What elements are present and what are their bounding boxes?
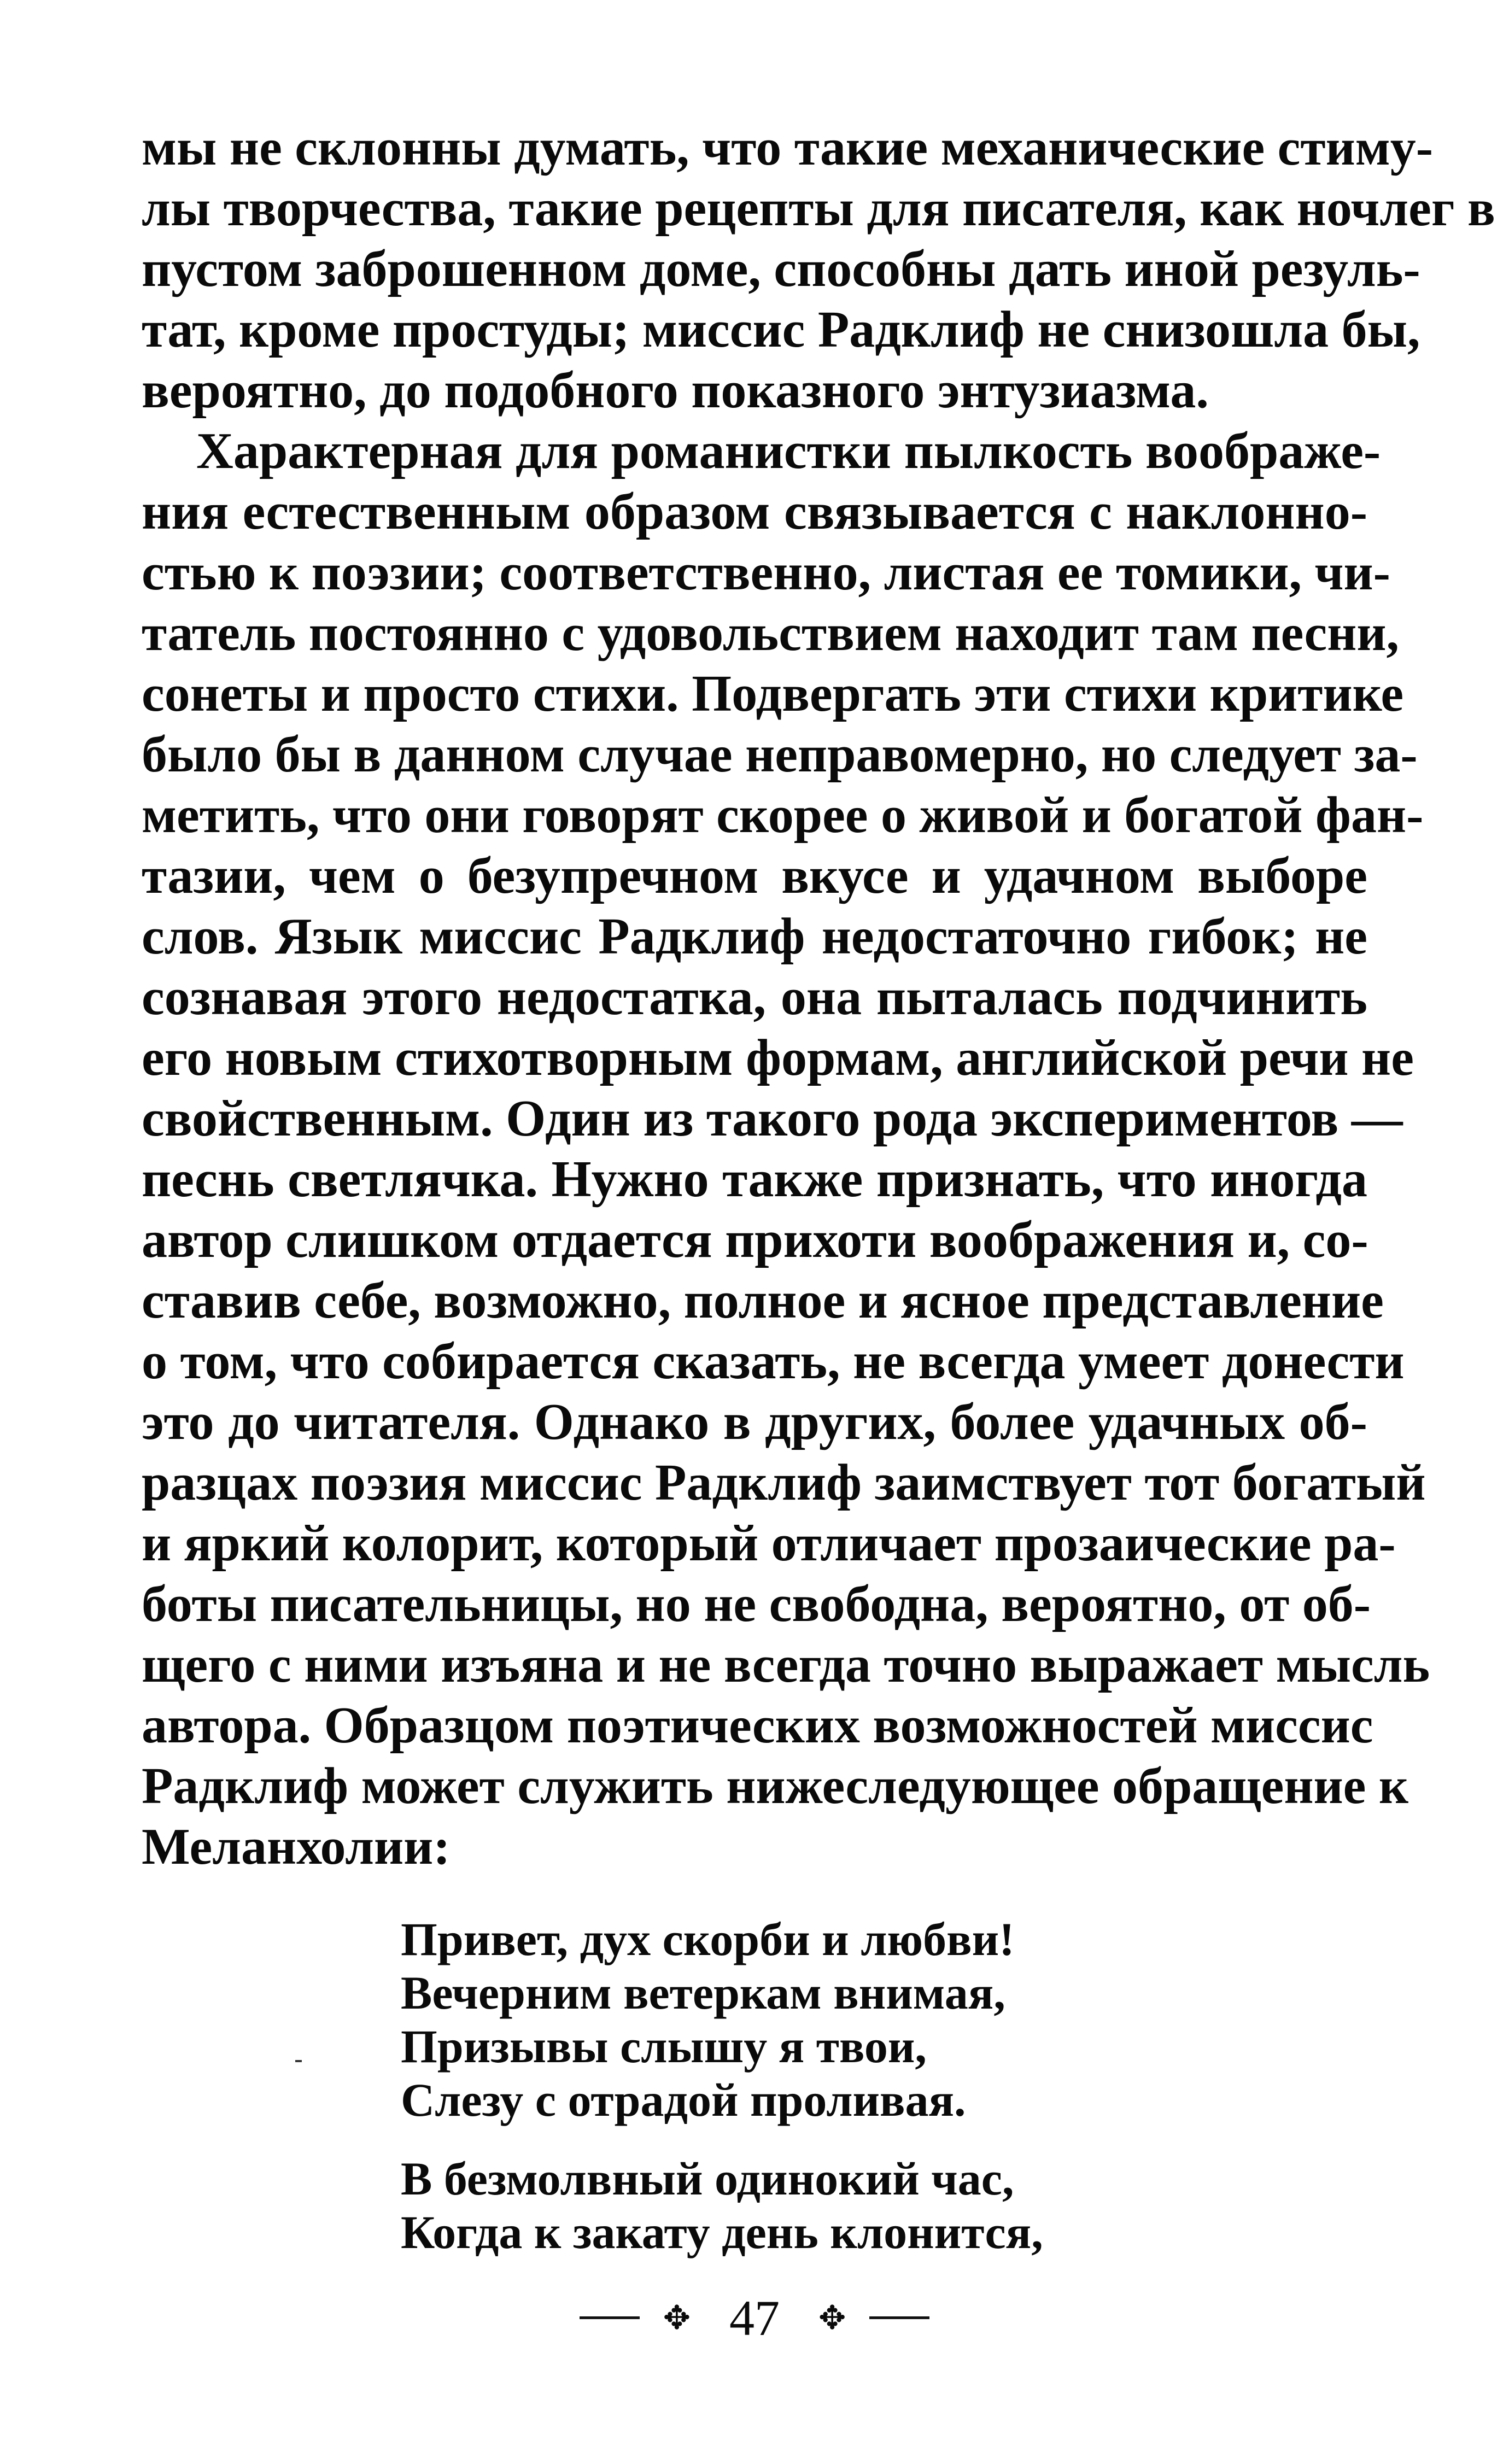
text-line: автор слишком отдается прихоти воображения и, со- [142, 1211, 1368, 1268]
text-line: метить, что они говорят скорее о живой и богатой фан- [142, 787, 1424, 844]
text-line: тазии, чем о безупречном вкусе и удачном выборе [142, 847, 1367, 904]
text-line: его новым стихотворным формам, английской речи не [142, 1029, 1414, 1086]
text-line: стью к поэзии; соответственно, листая ее томики, чи- [142, 544, 1390, 601]
text-line: ставив себе, возможно, полное и ясное представление [142, 1272, 1384, 1329]
fleuron-left-icon: ✥ [663, 2299, 691, 2336]
text-line: ния естественным образом связывается с наклонно- [142, 483, 1367, 540]
verse-line: Призывы слышу я твои, [401, 2020, 927, 2073]
page-number: 47 [729, 2290, 780, 2346]
poem-excerpt [401, 1912, 1043, 2284]
text-line: Радклиф может служить нижеследующее обращение к [142, 1758, 1409, 1815]
paragraph [142, 118, 1495, 421]
footer-rule-left [580, 2316, 640, 2319]
text-line: Меланхолии: [142, 1818, 451, 1875]
text-line: и яркий колорит, который отличает прозаические ра- [142, 1515, 1396, 1572]
text-line: боты писательницы, но не свободна, вероятно, от об- [142, 1576, 1371, 1632]
text-line: песнь светлячка. Нужно также признать, что иногда [142, 1151, 1367, 1208]
text-line: вероятно, до подобного показного энтузиазма. [142, 362, 1209, 419]
verse-line: В безмолвный одинокий час, [401, 2152, 1014, 2205]
text-line: сознавая этого недостатка, она пыталась подчинить [142, 969, 1367, 1026]
poem-stanza [401, 1912, 1043, 2127]
text-line: разцах поэзия миссис Радклиф заимствует тот богатый [142, 1454, 1426, 1511]
text-line: это до читателя. Однако в других, более удачных об- [142, 1394, 1367, 1450]
text-line: щего с ними изъяна и не всегда точно выражает мысль [142, 1636, 1430, 1693]
text-line: мы не склонны думать, что такие механические стиму- [142, 119, 1434, 176]
text-line: тат, кроме простуды; миссис Радклиф не снизошла бы, [142, 301, 1420, 358]
page-footer [0, 2282, 1509, 2348]
verse-line: Привет, дух скорби и любви! [401, 1913, 1015, 1965]
text-line: сонеты и просто стихи. Подвергать эти стихи критике [142, 665, 1404, 722]
text-line: автора. Образцом поэтических возможностей миссис [142, 1697, 1373, 1754]
fleuron-right-icon: ✥ [818, 2299, 846, 2336]
footer-rule-right [869, 2316, 929, 2319]
text-line: Характерная для романистки пылкость воображе- [196, 423, 1381, 479]
text-line: о том, что собирается сказать, не всегда умеет донести [142, 1333, 1405, 1390]
text-line: свойственным. Один из такого рода экспериментов — [142, 1090, 1403, 1147]
verse-line: Вечерним ветеркам внимая, [401, 1966, 1005, 2019]
scan-speck [295, 2060, 302, 2062]
poem-stanza [401, 2152, 1043, 2259]
verse-line: Когда к закату день клонится, [401, 2206, 1043, 2258]
text-line: татель постоянно с удовольствием находит там песни, [142, 605, 1400, 662]
verse-line: Слезу с отрадой проливая. [401, 2074, 966, 2126]
body-text [142, 118, 1495, 1877]
text-line: было бы в данном случае неправомерно, но следует за- [142, 726, 1418, 783]
paragraph [142, 421, 1430, 1877]
text-line: пустом заброшенном доме, способны дать иной резуль- [142, 241, 1420, 297]
text-line: лы творчества, такие рецепты для писателя, как ночлег в [142, 180, 1495, 237]
text-line: слов. Язык миссис Радклиф недостаточно гибок; не [142, 908, 1367, 965]
